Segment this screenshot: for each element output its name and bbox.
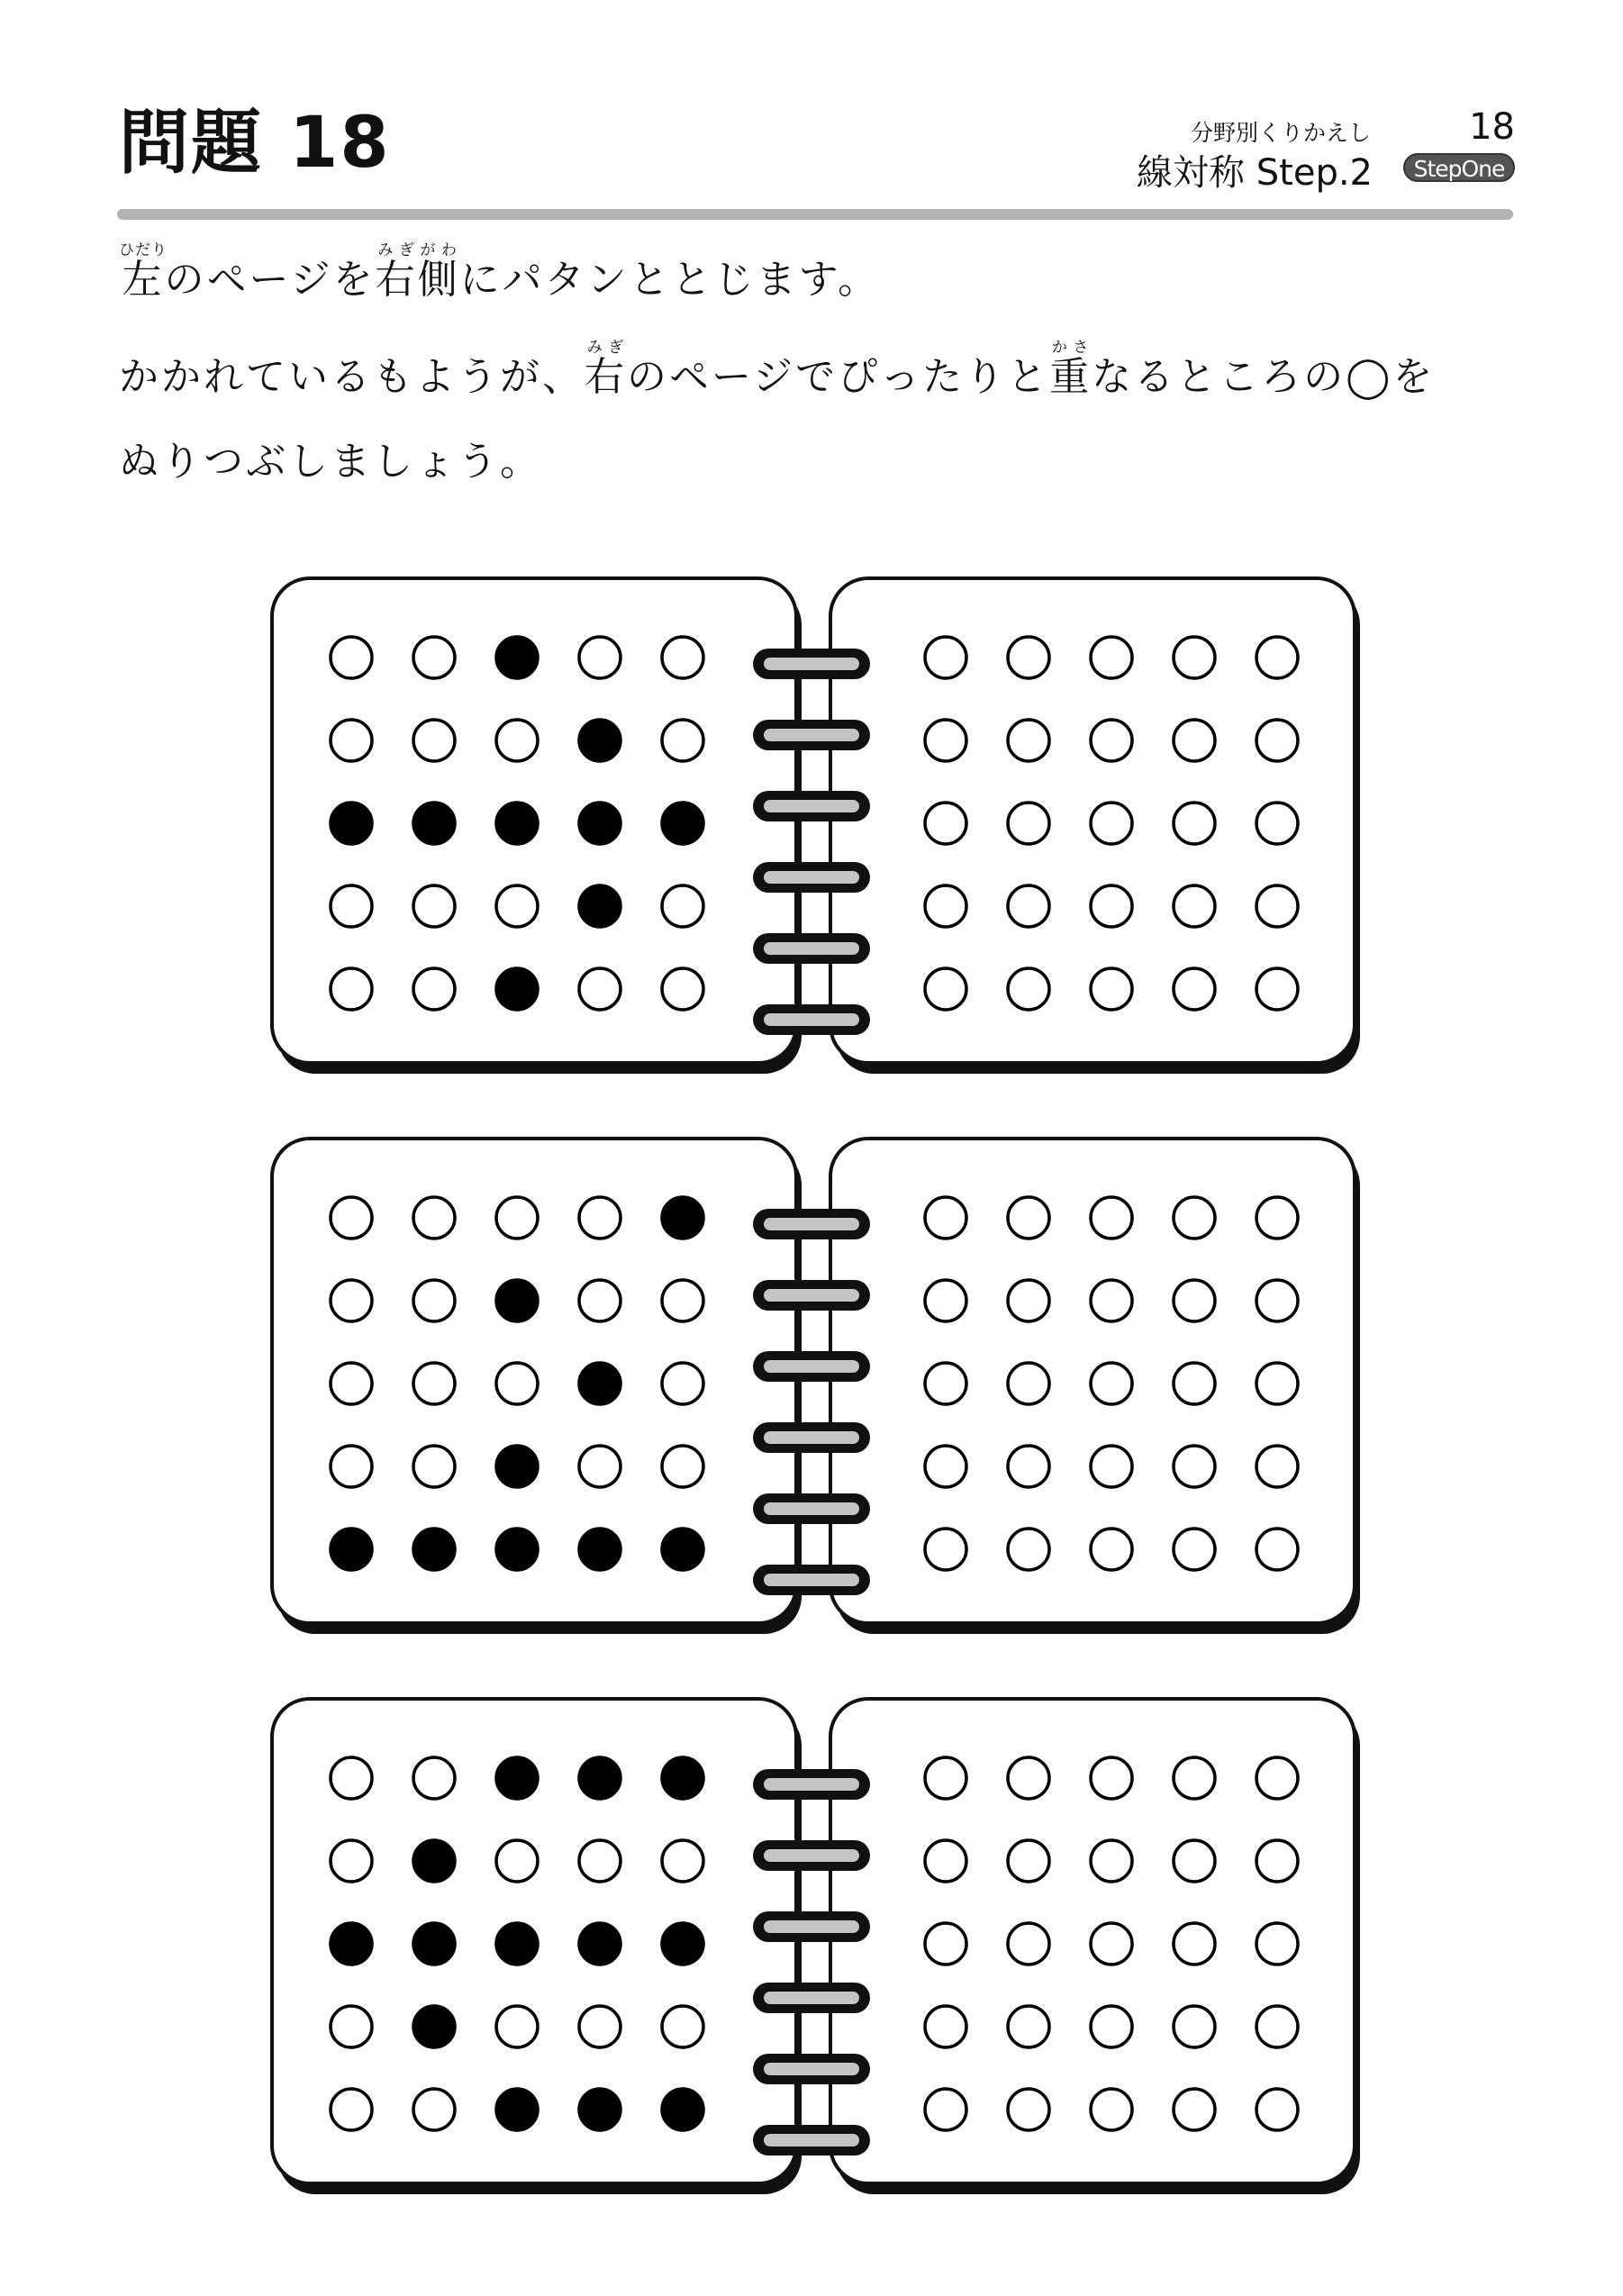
answer-dot[interactable] — [1256, 720, 1298, 761]
empty-dot — [413, 885, 455, 927]
empty-dot — [413, 1757, 455, 1799]
filled-dot — [579, 1923, 621, 1965]
answer-dot[interactable] — [1174, 1529, 1215, 1570]
empty-dot — [413, 1446, 455, 1487]
empty-dot — [579, 1197, 621, 1239]
answer-dot[interactable] — [1174, 1446, 1215, 1487]
furigana: みぎがわ — [375, 241, 460, 259]
answer-dot[interactable] — [1174, 2089, 1215, 2130]
filled-dot — [579, 1363, 621, 1404]
answer-dot[interactable] — [1174, 968, 1215, 1010]
empty-dot — [662, 1280, 703, 1321]
spiral-ring — [753, 1983, 870, 2013]
answer-dot[interactable] — [1091, 1280, 1132, 1321]
filled-dot — [413, 1529, 455, 1570]
answer-dot[interactable] — [1174, 1363, 1215, 1404]
ring-inner — [764, 658, 859, 670]
empty-dot — [579, 1840, 621, 1882]
filled-dot — [662, 1757, 703, 1799]
filled-dot — [496, 1529, 538, 1570]
answer-dot[interactable] — [1008, 803, 1049, 844]
ring-inner — [764, 1778, 859, 1791]
empty-dot — [662, 1363, 703, 1404]
empty-dot — [331, 1840, 372, 1882]
empty-dot — [331, 2089, 372, 2130]
answer-dot[interactable] — [1008, 1529, 1049, 1570]
filled-dot — [496, 1280, 538, 1321]
answer-dot[interactable] — [1256, 1446, 1298, 1487]
answer-dot[interactable] — [1256, 2089, 1298, 2130]
empty-dot — [579, 1280, 621, 1321]
empty-dot — [496, 1197, 538, 1239]
ring-inner — [764, 1218, 859, 1230]
furigana: かさ — [1049, 339, 1093, 357]
empty-dot — [331, 1280, 372, 1321]
ring-inner — [764, 1992, 859, 2004]
filled-dot — [496, 1757, 538, 1799]
answer-dot[interactable] — [925, 1757, 966, 1799]
empty-dot — [413, 1197, 455, 1239]
page-title: 問題 18 — [119, 103, 391, 184]
ring-inner — [764, 1431, 859, 1444]
empty-dot — [662, 1446, 703, 1487]
answer-dot[interactable] — [1091, 1840, 1132, 1882]
answer-dot[interactable] — [925, 1363, 966, 1404]
ring-inner — [764, 729, 859, 741]
empty-dot — [662, 1840, 703, 1882]
answer-dot[interactable] — [1091, 2006, 1132, 2047]
filled-dot — [662, 803, 703, 844]
answer-dot[interactable] — [925, 720, 966, 761]
page-number: 18 — [1469, 106, 1515, 148]
empty-dot — [331, 885, 372, 927]
answer-dot[interactable] — [1008, 720, 1049, 761]
notebook-svg — [270, 1137, 1369, 1641]
spiral-ring — [753, 1565, 870, 1595]
answer-dot[interactable] — [925, 637, 966, 678]
ring-inner — [764, 2134, 859, 2146]
spiral-ring — [753, 1493, 870, 1524]
empty-dot — [331, 637, 372, 678]
answer-dot[interactable] — [1174, 803, 1215, 844]
answer-dot[interactable] — [1256, 1280, 1298, 1321]
answer-dot[interactable] — [925, 2089, 966, 2130]
answer-dot[interactable] — [1091, 1529, 1132, 1570]
answer-dot[interactable] — [1091, 1363, 1132, 1404]
empty-dot — [496, 720, 538, 761]
answer-dot[interactable] — [1174, 1757, 1215, 1799]
ruby-word — [1049, 339, 1093, 400]
ring-inner — [764, 1013, 859, 1026]
answer-dot[interactable] — [1174, 720, 1215, 761]
answer-dot[interactable] — [1008, 2089, 1049, 2130]
answer-dot[interactable] — [1174, 637, 1215, 678]
empty-dot — [331, 720, 372, 761]
empty-dot — [662, 2006, 703, 2047]
filled-dot — [579, 1529, 621, 1570]
empty-dot — [413, 637, 455, 678]
answer-dot[interactable] — [1091, 2089, 1132, 2130]
empty-dot — [331, 1757, 372, 1799]
puzzle-notebook-1 — [270, 576, 1369, 1081]
answer-dot[interactable] — [1256, 803, 1298, 844]
filled-dot — [413, 2006, 455, 2047]
answer-dot[interactable] — [925, 2006, 966, 2047]
filled-dot — [662, 1923, 703, 1965]
answer-dot[interactable] — [1256, 1197, 1298, 1239]
ruby-base: 重 — [1049, 354, 1093, 400]
filled-dot — [496, 803, 538, 844]
stepone-badge: StepOne — [1403, 153, 1515, 182]
puzzle-notebook-3 — [270, 1697, 1369, 2201]
filled-dot — [331, 803, 372, 844]
filled-dot — [496, 637, 538, 678]
filled-dot — [579, 2089, 621, 2130]
ruby-base: 右 — [585, 354, 627, 400]
series-subtitle: 分野別くりかえし — [1190, 120, 1371, 146]
header-divider — [117, 209, 1513, 220]
notebook-svg — [270, 576, 1369, 1081]
spiral-ring — [753, 1351, 870, 1382]
spiral-ring — [753, 720, 870, 750]
filled-dot — [579, 1757, 621, 1799]
ring-inner — [764, 942, 859, 955]
instruction-text: なるところの◯を — [1092, 354, 1436, 400]
furigana: ひだり — [119, 241, 168, 259]
filled-dot — [579, 803, 621, 844]
empty-dot — [331, 2006, 372, 2047]
filled-dot — [496, 968, 538, 1010]
filled-dot — [413, 803, 455, 844]
answer-dot[interactable] — [925, 1529, 966, 1570]
instruction-text: にパタンととじます。 — [459, 257, 881, 303]
answer-dot[interactable] — [1256, 1529, 1298, 1570]
empty-dot — [662, 885, 703, 927]
instruction-text: かかれているもようが、 — [119, 354, 585, 400]
empty-dot — [579, 1446, 621, 1487]
ring-inner — [764, 1849, 859, 1862]
answer-dot[interactable] — [1256, 1363, 1298, 1404]
instruction-line-1 — [119, 241, 880, 304]
spiral-ring — [753, 2125, 870, 2155]
empty-dot — [662, 637, 703, 678]
answer-dot[interactable] — [1008, 1757, 1049, 1799]
answer-dot[interactable] — [1008, 1280, 1049, 1321]
answer-dot[interactable] — [925, 1923, 966, 1965]
instruction-text: ぬりつぶしましょう。 — [119, 439, 542, 485]
empty-dot — [579, 2006, 621, 2047]
empty-dot — [331, 1363, 372, 1404]
empty-dot — [579, 968, 621, 1010]
instruction-text: のページを — [164, 257, 376, 303]
filled-dot — [331, 1529, 372, 1570]
answer-dot[interactable] — [1091, 1197, 1132, 1239]
ruby-word — [119, 241, 168, 303]
answer-dot[interactable] — [1174, 1923, 1215, 1965]
answer-dot[interactable] — [1256, 968, 1298, 1010]
answer-dot[interactable] — [1091, 1923, 1132, 1965]
spiral-ring — [753, 1004, 870, 1035]
answer-dot[interactable] — [1256, 2006, 1298, 2047]
filled-dot — [496, 1923, 538, 1965]
answer-dot[interactable] — [1008, 1446, 1049, 1487]
ring-inner — [764, 800, 859, 812]
ruby-base: 左 — [119, 257, 168, 303]
filled-dot — [662, 1529, 703, 1570]
empty-dot — [496, 1363, 538, 1404]
answer-dot[interactable] — [925, 803, 966, 844]
empty-dot — [413, 968, 455, 1010]
empty-dot — [413, 720, 455, 761]
ring-inner — [764, 2063, 859, 2075]
ring-inner — [764, 1574, 859, 1586]
answer-dot[interactable] — [1008, 968, 1049, 1010]
topic-label: 線対称 Step.2 — [1137, 152, 1373, 194]
answer-dot[interactable] — [1256, 637, 1298, 678]
answer-dot[interactable] — [1008, 637, 1049, 678]
answer-dot[interactable] — [1174, 885, 1215, 927]
empty-dot — [331, 968, 372, 1010]
empty-dot — [662, 720, 703, 761]
answer-dot[interactable] — [1256, 1757, 1298, 1799]
filled-dot — [579, 720, 621, 761]
ruby-word — [375, 241, 460, 303]
empty-dot — [413, 2089, 455, 2130]
answer-dot[interactable] — [1091, 1757, 1132, 1799]
filled-dot — [579, 885, 621, 927]
answer-dot[interactable] — [925, 968, 966, 1010]
answer-dot[interactable] — [1256, 1923, 1298, 1965]
answer-dot[interactable] — [1008, 2006, 1049, 2047]
answer-dot[interactable] — [1008, 1923, 1049, 1965]
instruction-text: のページでぴったりと — [627, 354, 1050, 400]
notebook-svg — [270, 1697, 1369, 2201]
spiral-ring — [753, 2054, 870, 2084]
ring-inner — [764, 1920, 859, 1933]
spiral-ring — [753, 1840, 870, 1871]
ring-inner — [764, 1502, 859, 1515]
furigana: みぎ — [585, 339, 627, 357]
instruction-line-2 — [119, 339, 1435, 402]
filled-dot — [413, 1840, 455, 1882]
answer-dot[interactable] — [1091, 1446, 1132, 1487]
spiral-ring — [753, 1769, 870, 1800]
answer-dot[interactable] — [1008, 885, 1049, 927]
empty-dot — [496, 885, 538, 927]
spiral-ring — [753, 1209, 870, 1239]
empty-dot — [331, 1446, 372, 1487]
answer-dot[interactable] — [1174, 1840, 1215, 1882]
filled-dot — [331, 1923, 372, 1965]
answer-dot[interactable] — [1256, 885, 1298, 927]
empty-dot — [496, 2006, 538, 2047]
answer-dot[interactable] — [1008, 1197, 1049, 1239]
filled-dot — [662, 2089, 703, 2130]
answer-dot[interactable] — [925, 1446, 966, 1487]
answer-dot[interactable] — [1174, 2006, 1215, 2047]
spiral-ring — [753, 791, 870, 821]
answer-dot[interactable] — [1256, 1840, 1298, 1882]
spiral-ring — [753, 862, 870, 893]
empty-dot — [662, 968, 703, 1010]
empty-dot — [413, 1280, 455, 1321]
answer-dot[interactable] — [1174, 1280, 1215, 1321]
answer-dot[interactable] — [925, 1840, 966, 1882]
ruby-word — [585, 339, 627, 400]
ring-inner — [764, 871, 859, 884]
empty-dot — [579, 637, 621, 678]
answer-dot[interactable] — [925, 885, 966, 927]
ring-inner — [764, 1360, 859, 1373]
answer-dot[interactable] — [1091, 637, 1132, 678]
answer-dot[interactable] — [1091, 968, 1132, 1010]
filled-dot — [496, 1446, 538, 1487]
ruby-base: 右側 — [375, 257, 460, 303]
instruction-line-3 — [119, 429, 542, 486]
filled-dot — [662, 1197, 703, 1239]
spiral-ring — [753, 1422, 870, 1453]
empty-dot — [496, 1840, 538, 1882]
answer-dot[interactable] — [1008, 1840, 1049, 1882]
header-meta — [1119, 106, 1515, 196]
answer-dot[interactable] — [1091, 803, 1132, 844]
spiral-ring — [753, 1911, 870, 1942]
answer-dot[interactable] — [925, 1280, 966, 1321]
answer-dot[interactable] — [1008, 1363, 1049, 1404]
answer-dot[interactable] — [925, 1197, 966, 1239]
ring-inner — [764, 1289, 859, 1302]
answer-dot[interactable] — [1174, 1197, 1215, 1239]
spiral-ring — [753, 933, 870, 964]
answer-dot[interactable] — [1091, 885, 1132, 927]
empty-dot — [331, 1197, 372, 1239]
puzzle-notebook-2 — [270, 1137, 1369, 1641]
answer-dot[interactable] — [1091, 720, 1132, 761]
spiral-ring — [753, 1280, 870, 1311]
spiral-ring — [753, 649, 870, 679]
filled-dot — [496, 2089, 538, 2130]
empty-dot — [413, 1363, 455, 1404]
filled-dot — [413, 1923, 455, 1965]
